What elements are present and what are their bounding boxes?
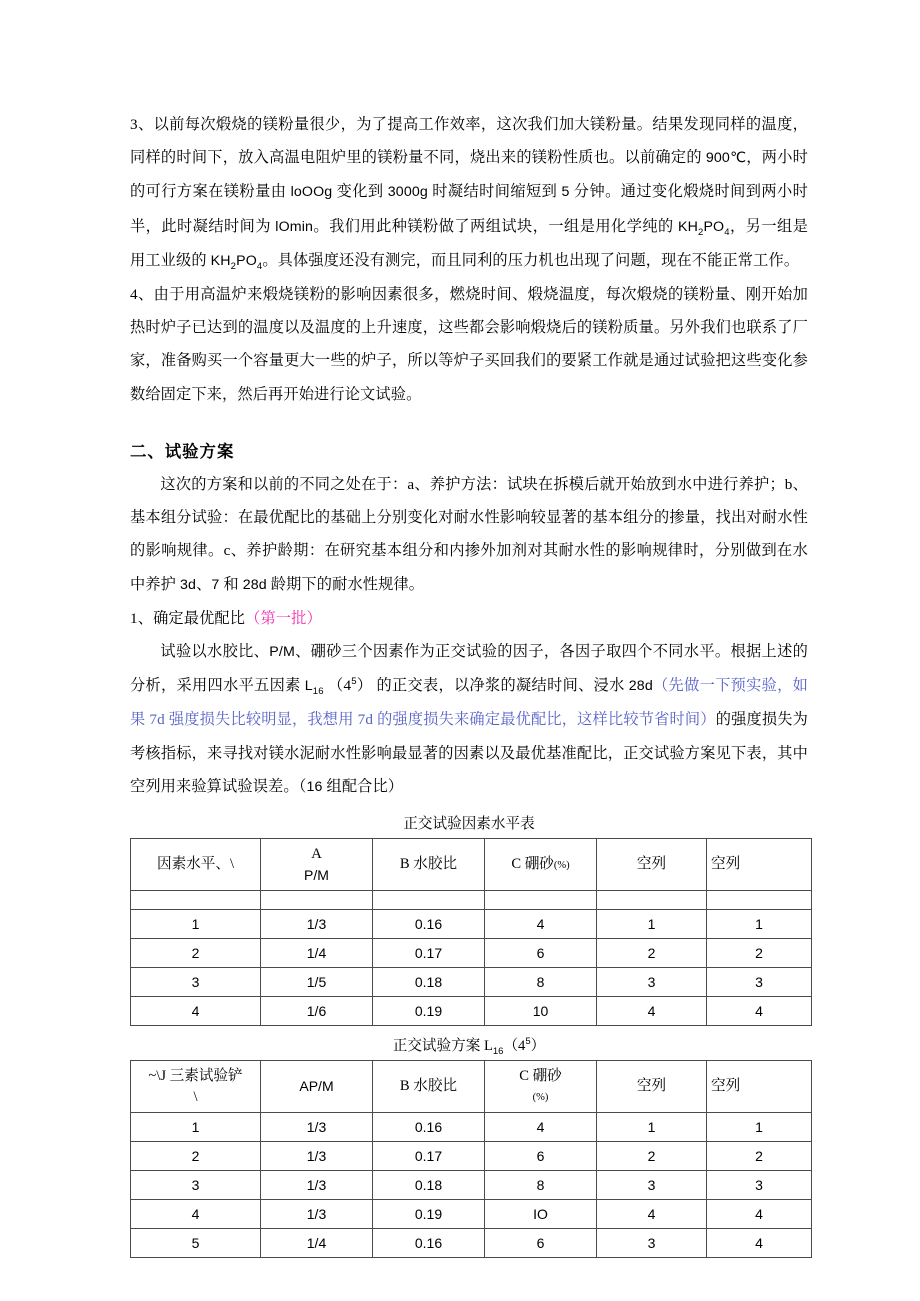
table2-header-cell-1 bbox=[261, 1061, 373, 1113]
orthogonal-array-levels: $(4^5)$ bbox=[327, 676, 373, 695]
table1-spacer-cell-5 bbox=[707, 891, 812, 910]
table2-header-cell-3-line1: C 硼砂 bbox=[519, 1067, 562, 1084]
table1-spacer-cell-4 bbox=[597, 891, 707, 910]
table1-cell-r1-c5: 2 bbox=[707, 939, 812, 968]
table2-cell-r2-c3: 8 bbox=[485, 1171, 597, 1200]
table2-header-cell-3 bbox=[485, 1061, 597, 1113]
table2-caption-text: 正交试验方案 L bbox=[392, 1038, 493, 1055]
latin-run-1: 900℃ bbox=[705, 150, 747, 167]
table1-cell-r2-c2: 0.18 bbox=[373, 968, 485, 997]
table1-caption: 正交试验因素水平表 bbox=[403, 816, 535, 833]
table2-header-cell-4-line1: 空列 bbox=[636, 1078, 667, 1095]
table1-cell-r0-c2: 0.16 bbox=[373, 910, 485, 939]
table1-cell-r2-c3: 8 bbox=[485, 968, 597, 997]
latin-run-5: 3000g bbox=[387, 184, 428, 201]
table1-cell-r3-c2: 0.19 bbox=[373, 997, 485, 1026]
paragraph-scheme-differences: 这次的方案和以前的不同之处在于：a、养护方法：试块在拆模后就开始放到水中进行养护；b、基本组分试验：在最优配比的基础上分别变化对耐水性影响较显著的基本组分的掺量，找出对耐水性的影响规律。c、养护龄期：在研究基本组分和内掺外加剂对其耐水性的影响规律时，分别做到在水中养护 3d、7 和 28d 龄期下的耐水性规律。 bbox=[130, 476, 808, 593]
table1-cell-r3-c0: 4 bbox=[131, 997, 261, 1026]
table1-cell-r0-c3: 4 bbox=[485, 910, 597, 939]
table2-cell-r0-c3: 4 bbox=[485, 1113, 597, 1142]
table2-header-cell-1-line2: AP/M bbox=[299, 1078, 334, 1095]
table2-cell-r4-c4: 3 bbox=[597, 1229, 707, 1258]
table1-cell-r3-c4: 4 bbox=[597, 997, 707, 1026]
table1-cell-r1-c3: 6 bbox=[485, 939, 597, 968]
factor-pm: P/M bbox=[269, 644, 295, 661]
table2-header-cell-0 bbox=[131, 1061, 261, 1113]
table2-cell-r2-c5: 3 bbox=[707, 1171, 812, 1200]
paragraph-item-4: 4、由于用高温炉来煅烧镁粉的影响因素很多，燃烧时间、煅烧温度，每次煅烧的镁粉量、刚开始加热时炉子已达到的温度以及温度的上升速度，这些都会影响煅烧后的镁粉质量。另外我们也联系了厂家，准备购买一个容量更大一些的炉子，所以等炉子买回我们的要紧工作就是通过试验把这些变化参数给固定下来，然后再开始进行论文试验。 bbox=[130, 286, 808, 403]
chem-formula-13: $KH_2PO_4$ bbox=[210, 252, 263, 272]
table2-header-cell-0-line1: ~\J 三素试验铲 bbox=[148, 1067, 243, 1084]
table2-cell-r2-c0: 3 bbox=[131, 1171, 261, 1200]
paragraph-item1-optimal-ratio bbox=[130, 602, 808, 635]
table2-cell-r1-c0: 2 bbox=[131, 1142, 261, 1171]
table2-cell-r1-c1: 1/3 bbox=[261, 1142, 373, 1171]
table2-header-row bbox=[131, 1061, 812, 1113]
table1-header-cell-4-line1: 空列 bbox=[636, 856, 667, 873]
table1-cell-r3-c3: 10 bbox=[485, 997, 597, 1026]
table2-cell-r0-c2: 0.16 bbox=[373, 1113, 485, 1142]
table2-cell-r3-c0: 4 bbox=[131, 1200, 261, 1229]
table2-cell-r3-c2: 0.19 bbox=[373, 1200, 485, 1229]
table2-caption: 正交试验方案 $L_{16}(4^5)$ bbox=[392, 1036, 546, 1057]
latin-run-7: 5 bbox=[561, 184, 570, 201]
table1-header-cell-1-line2: P/M bbox=[304, 866, 329, 883]
table2-cell-r3-c3: IO bbox=[485, 1200, 597, 1229]
table1-row bbox=[131, 997, 812, 1026]
item1-note-first-batch: （第一批） bbox=[245, 609, 322, 627]
table2-cell-r0-c1: 1/3 bbox=[261, 1113, 373, 1142]
table2-row bbox=[131, 1142, 812, 1171]
table1-spacer-cell-3 bbox=[485, 891, 597, 910]
table1-spacer-cell-2 bbox=[373, 891, 485, 910]
table-orthogonal-plan bbox=[130, 1060, 812, 1258]
table2-cell-r4-c3: 6 bbox=[485, 1229, 597, 1258]
table2-cell-r2-c1: 1/3 bbox=[261, 1171, 373, 1200]
table1-cell-r1-c1: 1/4 bbox=[261, 939, 373, 968]
table1-cell-r3-c1: 1/6 bbox=[261, 997, 373, 1026]
table1-cell-r2-c0: 3 bbox=[131, 968, 261, 997]
table1-cell-r1-c4: 2 bbox=[597, 939, 707, 968]
table1-cell-r2-c4: 3 bbox=[597, 968, 707, 997]
paragraph-orthogonal-design: 试验以水胶比、P/M、硼砂三个因素作为正交试验的因子，各因子取四个不同水平。根据上述的分析，采用四水平五因素 $L_{16}$ $(4^5)$ 的正交表，以净浆的凝结时间、浸水 28d（先做一下预实验，如果 7d 强度损失比较明显，我想用 7d 的强度损失来确定最优配比，这样比较节省时间）的强度损失为考核指标，来寻找对镁水泥耐水性影响最显著的因素以及最优基准配比，正交试验方案见下表，其中空列用来验算试验误差。（16 组配合比） bbox=[130, 643, 809, 795]
table1-cell-r2-c1: 1/5 bbox=[261, 968, 373, 997]
curing-age-3d: 3d bbox=[179, 576, 197, 593]
table1-cell-r2-c5: 3 bbox=[707, 968, 812, 997]
orthogonal-array-l16: $L_{16}$ bbox=[304, 678, 324, 698]
table1-cell-r0-c1: 1/3 bbox=[261, 910, 373, 939]
table2-row bbox=[131, 1200, 812, 1229]
table2-cell-r0-c5: 1 bbox=[707, 1113, 812, 1142]
table1-header-cell-4 bbox=[597, 839, 707, 891]
latin-run-3: loOOg bbox=[290, 184, 333, 201]
paragraph-item-3: 3、以前每次煅烧的镁粉量很少，为了提高工作效率，这次我们加大镁粉量。结果发现同样的温度，同样的时间下，放入高温电阻炉里的镁粉量不同，烧出来的镁粉性质也。以前确定的 900℃，两小时的可行方案在镁粉量由 loOOg 变化到 3000g 时凝结时间缩短到 5 分钟。通过变化煅烧时间到两小时半，此时凝结时间为 lOmin。我们用此种镁粉做了两组试块，一组是用化学纯的 $KH_2PO_4$，另一组是用工业级的 $KH_2PO_4$。具体强度还没有测完，而且同利的压力机也出现了问题，现在不能正常工作。 bbox=[130, 116, 809, 272]
table2-cell-r4-c1: 1/4 bbox=[261, 1229, 373, 1258]
table1-header-cell-1-line1: A bbox=[311, 845, 322, 862]
table2-header-cell-5-line1: 空列 bbox=[711, 1078, 741, 1095]
curing-age-7: 7 bbox=[211, 576, 220, 593]
table2-row bbox=[131, 1171, 812, 1200]
table-factor-levels bbox=[130, 838, 812, 1026]
table1-row bbox=[131, 910, 812, 939]
table2-cell-r3-c1: 1/3 bbox=[261, 1200, 373, 1229]
table2-cell-r2-c2: 0.18 bbox=[373, 1171, 485, 1200]
table1-cell-r1-c0: 2 bbox=[131, 939, 261, 968]
table1-spacer-row bbox=[131, 891, 812, 910]
table2-cell-r0-c4: 1 bbox=[597, 1113, 707, 1142]
chem-formula-11: $KH_2PO_4$ bbox=[677, 218, 730, 238]
table2-header-cell-5 bbox=[707, 1061, 812, 1113]
table2-header-cell-0-line2: \ bbox=[193, 1088, 198, 1105]
table1-header-cell-3 bbox=[485, 839, 597, 891]
table2-cell-r1-c2: 0.17 bbox=[373, 1142, 485, 1171]
table2-row bbox=[131, 1229, 812, 1258]
table2-header-cell-2 bbox=[373, 1061, 485, 1113]
table1-spacer-cell-0 bbox=[131, 891, 261, 910]
blue-annotation-preexperiment: （先做一下预实验，如果 7d 强度损失比较明显，我想用 7d 的强度损失来确定最优配比，这样比较节省时间） bbox=[130, 677, 808, 729]
table1-header-cell-0-line1: 因素水平、\ bbox=[156, 856, 235, 873]
table2-cell-r4-c5: 4 bbox=[707, 1229, 812, 1258]
section-heading-experiment-plan: 二、试验方案 bbox=[130, 441, 235, 461]
latin-run-9: lOmin bbox=[275, 218, 314, 235]
group-count: 16 bbox=[306, 778, 323, 795]
soak-age-28d: 28d bbox=[628, 678, 653, 695]
table1-cell-r3-c5: 4 bbox=[707, 997, 812, 1026]
table1-spacer-cell-1 bbox=[261, 891, 373, 910]
table1-header-cell-0 bbox=[131, 839, 261, 891]
table2-header-cell-2-line2: B 水胶比 bbox=[399, 1078, 458, 1095]
table2-cell-r2-c4: 3 bbox=[597, 1171, 707, 1200]
table2-cell-r3-c4: 4 bbox=[597, 1200, 707, 1229]
table1-header-row bbox=[131, 839, 812, 891]
table1-cell-r0-c4: 1 bbox=[597, 910, 707, 939]
table1-header-cell-1 bbox=[261, 839, 373, 891]
table1-header-cell-3-line1: C 硼砂(%) bbox=[511, 855, 570, 872]
table2-cell-r1-c3: 6 bbox=[485, 1142, 597, 1171]
table1-header-cell-5 bbox=[707, 839, 812, 891]
table1-header-cell-2 bbox=[373, 839, 485, 891]
table2-row bbox=[131, 1113, 812, 1142]
table2-cell-r1-c5: 2 bbox=[707, 1142, 812, 1171]
table1-header-cell-2-line1: B 水胶比 bbox=[399, 856, 458, 873]
table1-row bbox=[131, 939, 812, 968]
table2-cell-r0-c0: 1 bbox=[131, 1113, 261, 1142]
table1-cell-r0-c5: 1 bbox=[707, 910, 812, 939]
table2-cell-r4-c2: 0.16 bbox=[373, 1229, 485, 1258]
table2-cell-r3-c5: 4 bbox=[707, 1200, 812, 1229]
table2-header-cell-4 bbox=[597, 1061, 707, 1113]
table2-cell-r4-c0: 5 bbox=[131, 1229, 261, 1258]
table1-cell-r1-c2: 0.17 bbox=[373, 939, 485, 968]
item1-label: 1、确定最优配比 bbox=[130, 609, 246, 627]
table1-row bbox=[131, 968, 812, 997]
table1-header-cell-5-line1: 空列 bbox=[711, 856, 741, 873]
curing-age-28d: 28d bbox=[242, 576, 267, 593]
table2-cell-r1-c4: 2 bbox=[597, 1142, 707, 1171]
table1-cell-r0-c0: 1 bbox=[131, 910, 261, 939]
table2-header-cell-3-line2: (%) bbox=[532, 1091, 549, 1103]
